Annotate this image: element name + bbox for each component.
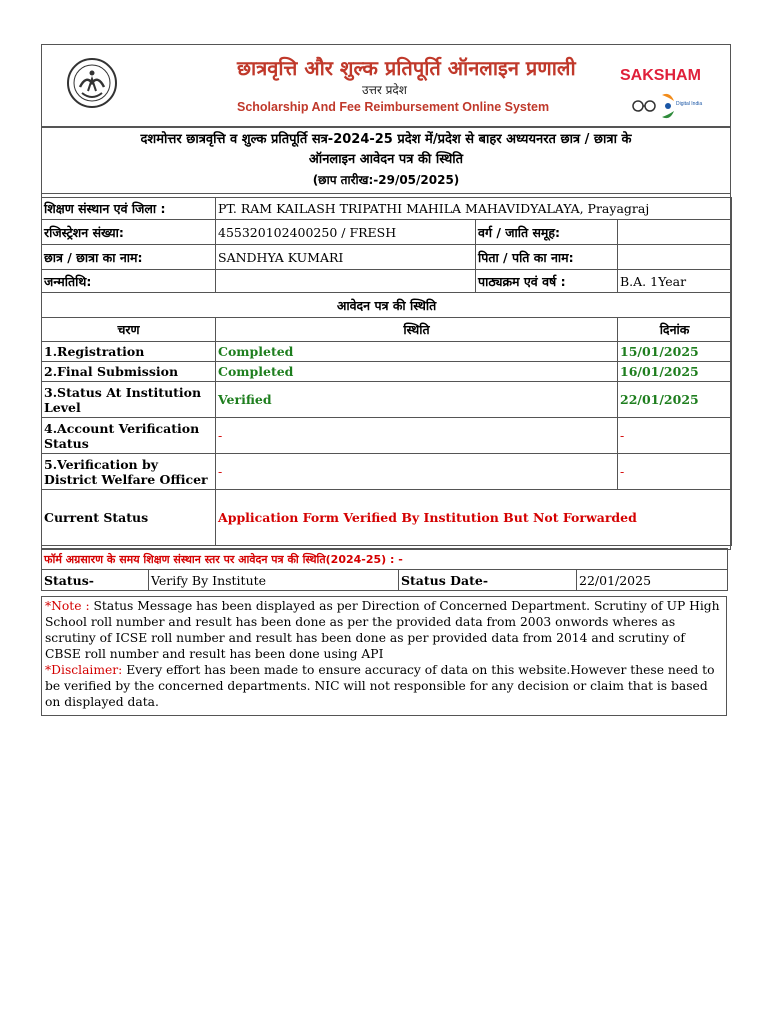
date-cell: -: [618, 454, 732, 490]
header-title-hindi: छात्रवृत्ति और शुल्क प्रतिपूर्ति ऑनलाइन प्रणाली: [237, 56, 576, 80]
digital-india-label: Digital India: [676, 101, 703, 107]
forward-date-value: 22/01/2025: [577, 570, 728, 591]
student-value: SANDHYA KUMARI: [216, 245, 476, 270]
category-value: [618, 220, 732, 245]
disclaimer-text: Every effort has been made to ensure accuracy of data on this website.However these need to be verified by the concerned departments. NIC will not responsible for any decision or claim that is based on displayed data.: [45, 663, 715, 709]
col-status-header: स्थिति: [216, 318, 618, 342]
status-cell: Completed: [216, 362, 618, 382]
institution-row: [42, 198, 732, 220]
category-label: वर्ग / जाति समूह:: [476, 220, 618, 245]
up-emblem-icon: [66, 57, 118, 109]
page-header: [42, 45, 730, 128]
father-value: [618, 245, 732, 270]
date-cell: 15/01/2025: [618, 342, 732, 362]
heading-table: [41, 126, 731, 194]
heading-line-2: ऑनलाइन आवेदन पत्र की स्थिति: [308, 151, 464, 167]
status-cell: -: [216, 454, 618, 490]
stage-cell: 3.Status At Institution Level: [42, 382, 216, 418]
status-cell: Verified: [216, 382, 618, 418]
status-header-row: [42, 318, 732, 342]
heading-line-1: दशमोत्तर छात्रवृत्ति व शुल्क प्रतिपूर्ति सत्र-2024-25 प्रदेश में/प्रदेश से बाहर अध्ययनरत छात्र / छात्रा के: [140, 131, 632, 147]
notes-box: [41, 596, 727, 716]
forwarding-title: फॉर्म अग्रसारण के समय शिक्षण संस्थान स्तर पर आवेदन पत्र की स्थिति(2024-25) : -: [42, 549, 728, 570]
saksham-logo: SAKSHAM: [620, 67, 701, 84]
current-status-value: Application Form Verified By Institution But Not Forwarded: [216, 490, 732, 546]
table-row: [42, 382, 732, 418]
registration-label: रजिस्ट्रेशन संख्या:: [42, 220, 216, 245]
forwarding-status-table: [41, 548, 728, 591]
date-cell: 22/01/2025: [618, 382, 732, 418]
status-cell: Completed: [216, 342, 618, 362]
status-section-title: आवेदन पत्र की स्थिति: [42, 293, 732, 318]
current-status-row: [42, 490, 732, 546]
disclaimer-label: *Disclaimer:: [45, 663, 123, 677]
dob-row: [42, 270, 732, 293]
course-label: पाठ्यक्रम एवं वर्ष :: [476, 270, 618, 293]
header-state-hindi: उत्तर प्रदेश: [362, 83, 407, 97]
document-heading: [42, 127, 731, 194]
student-row: [42, 245, 732, 270]
current-status-label: Current Status: [42, 490, 216, 546]
forwarding-title-row: [42, 549, 728, 570]
application-status-table: [41, 197, 732, 546]
table-row: [42, 342, 732, 362]
registration-value: 455320102400250 / FRESH: [216, 220, 476, 245]
forwarding-status-row: [42, 570, 728, 591]
note-label: *Note :: [45, 599, 90, 613]
forward-date-label: Status Date-: [399, 570, 577, 591]
dob-value: [216, 270, 476, 293]
stage-cell: 2.Final Submission: [42, 362, 216, 382]
stage-cell: 4.Account Verification Status: [42, 418, 216, 454]
print-date: (छाप तारीख:-29/05/2025): [312, 172, 460, 187]
section-title-row: [42, 293, 732, 318]
forward-status-label: Status-: [42, 570, 149, 591]
dob-label: जन्मतिथि:: [42, 270, 216, 293]
table-row: [42, 454, 732, 490]
forward-status-value: Verify By Institute: [149, 570, 399, 591]
date-cell: 16/01/2025: [618, 362, 732, 382]
col-date-header: दिनांक: [618, 318, 732, 342]
table-row: [42, 418, 732, 454]
stage-cell: 5.Verification by District Welfare Officer: [42, 454, 216, 490]
table-row: [42, 362, 732, 382]
col-stage-header: चरण: [42, 318, 216, 342]
institution-label: शिक्षण संस्थान एवं जिला :: [42, 198, 216, 220]
date-cell: -: [618, 418, 732, 454]
stage-cell: 1.Registration: [42, 342, 216, 362]
status-cell: -: [216, 418, 618, 454]
student-label: छात्र / छात्रा का नाम:: [42, 245, 216, 270]
registration-row: [42, 220, 732, 245]
institution-value: PT. RAM KAILASH TRIPATHI MAHILA MAHAVIDYALAYA, Prayagraj: [216, 198, 732, 220]
digital-india-logo-icon: [630, 89, 703, 123]
father-label: पिता / पति का नाम:: [476, 245, 618, 270]
course-value: B.A. 1Year: [618, 270, 732, 293]
note-text: Status Message has been displayed as per Direction of Concerned Department. Scrutiny of UP High School roll number and result has been done as per the provided data from 2003 onwords wheres as scrutiny of ICSE roll number and result has been done as per provided data from 2014 and scrutiny of CBSE roll number and result has been done using API: [45, 599, 720, 661]
header-title-english: Scholarship And Fee Reimbursement Online System: [237, 100, 550, 114]
